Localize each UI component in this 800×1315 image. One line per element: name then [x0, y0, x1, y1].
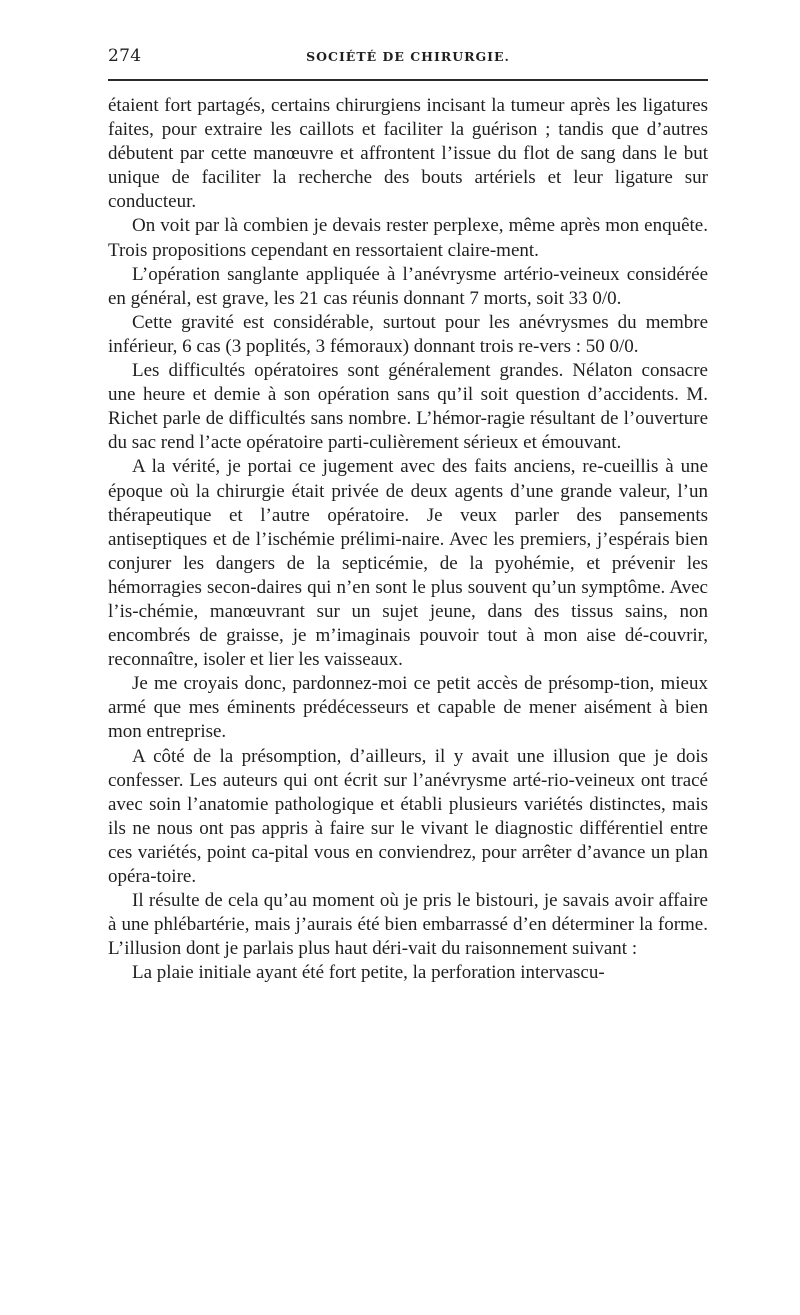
page-header: [108, 46, 708, 72]
paragraph: étaient fort partagés, certains chirurgiens incisant la tumeur après les ligatures faites, pour extraire les caillots et faciliter la guérison ; tandis que d’autres débutent par cette manœuvre et affrontent l’issue du flot de sang dans le but unique de faciliter la recherche des bouts artériels et leur ligature sur conducteur.: [108, 95, 708, 213]
running-title: SOCIÉTÉ DE CHIRURGIE.: [306, 49, 510, 64]
page-number: 274: [108, 46, 142, 66]
paragraph: L’opération sanglante appliquée à l’anévrysme artério-veineux considérée en général, est grave, les 21 cas réunis donnant 7 morts, soit 33 0/0.: [108, 263, 708, 309]
paragraph: Les difficultés opératoires sont généralement grandes. Nélaton consacre une heure et demie à son opération sans qu’il soit question d’accidents. M. Richet parle de difficultés sans nombre. L’hémor-ragie résultant de l’ouverture du sac rend l’acte opératoire parti-culièrement sérieux et émouvant.: [108, 360, 708, 454]
paragraph: Il résulte de cela qu’au moment où je pris le bistouri, je savais avoir affaire à une phlébartérie, mais j’aurais été bien embarrassé d’en déterminer la forme. L’illusion dont je parlais plus haut déri-vait du raisonnement suivant :: [108, 890, 708, 960]
paragraph: A côté de la présomption, d’ailleurs, il y avait une illusion que je dois confesser. Les auteurs qui ont écrit sur l’anévrysme arté-rio-veineux ont tracé avec soin l’anatomie pathologique et établi plusieurs variétés distinctes, mais ils ne nous ont pas appris à faire sur le vivant le diagnostic différentiel entre ces variétés, point ca-pital vous en conviendrez, pour arrêter d’avance un plan opéra-toire.: [108, 745, 708, 887]
paragraph: La plaie initiale ayant été fort petite, la perforation intervascu-: [132, 962, 605, 984]
paragraph: On voit par là combien je devais rester perplexe, même après mon enquête. Trois propositions cependant en ressortaient claire-ment.: [108, 215, 708, 261]
body-text: [108, 94, 708, 985]
header-rule: [108, 79, 708, 81]
paragraph: Cette gravité est considérable, surtout pour les anévrysmes du membre inférieur, 6 cas (3 poplités, 3 fémoraux) donnant trois re-vers : 50 0/0.: [108, 311, 708, 357]
paragraph: A la vérité, je portai ce jugement avec des faits anciens, re-cueillis à une époque où la chirurgie était privée de deux agents d’une grande valeur, l’un thérapeutique et l’autre opératoire. Je veux parler des pansements antiseptiques et de l’ischémie prélimi-naire. Avec les premiers, j’espérais bien conjurer les dangers de la septicémie, de la pyohémie, et prévenir les hémorragies secon-daires qui n’en sont le plus souvent qu’un symptôme. Avec l’is-chémie, manœuvrant sur un sujet jeune, dans des tissus sains, non encombrés de graisse, je m’imaginais pouvoir tout à mon aise dé-couvrir, reconnaître, isoler et lier les vaisseaux.: [108, 456, 708, 671]
paragraph: Je me croyais donc, pardonnez-moi ce petit accès de présomp-tion, mieux armé que mes éminents prédécesseurs et capable de mener aisément à bien mon entreprise.: [108, 673, 708, 743]
